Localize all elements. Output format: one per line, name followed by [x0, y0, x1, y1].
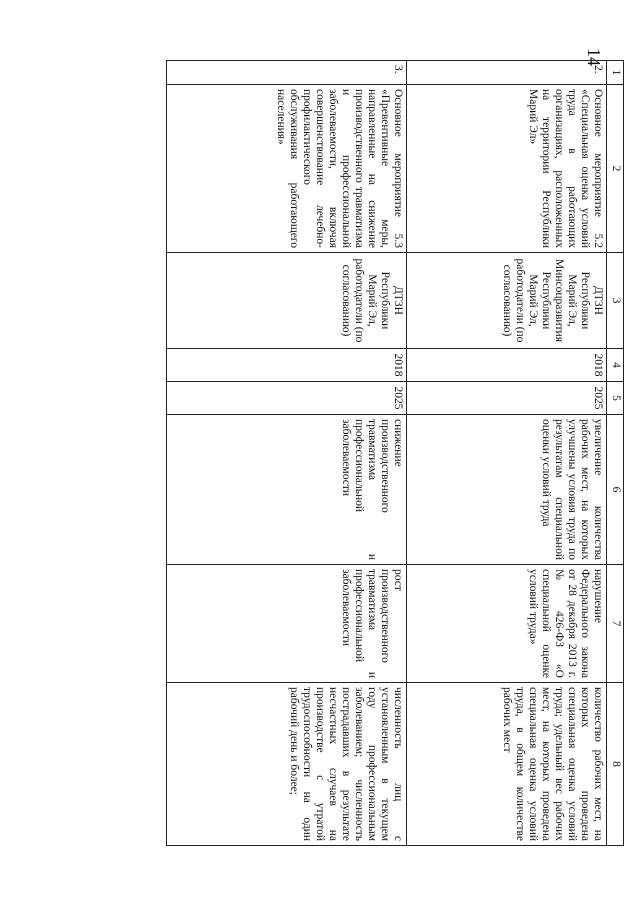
measures-table — [166, 60, 624, 846]
row-number: 2. — [407, 61, 607, 85]
result-cell: увеличение количества рабочих мест, на которых улучшены условия труда по результатам специальной оценки условий труда — [407, 415, 607, 565]
column-header-7: 7 — [607, 565, 624, 683]
column-header-1: 1 — [607, 61, 624, 85]
end-year-cell: 2025 — [167, 382, 407, 415]
table-row — [167, 61, 407, 846]
end-year-cell: 2025 — [407, 382, 607, 415]
row-number: 3. — [167, 61, 407, 85]
event-cell: Основное мероприятие 5.3 «Превентивные меры, направленные на снижение производственного травматизма и профессиональной заболеваемости, включая совершенствование лечебно-профилактического обслуживания работающего населения» — [167, 85, 407, 253]
column-header-4: 4 — [607, 349, 624, 382]
column-header-3: 3 — [607, 253, 624, 349]
indicator-cell: количество рабочих мест, на которых проведена специальная оценка условий труда; удельный вес рабочих мест, на которых проведена специальная оценка условий труда, в общем количестве рабочих мест — [407, 683, 607, 846]
indicator-cell: численность лиц с установленным в текущем году профессиональным заболеванием; численность пострадавших в результате несчастных случаев на производстве с утратой трудоспособности на один рабочий день и более; — [167, 683, 407, 846]
executors-cell: ДТЗН Республики Марий Эл, работодатели (по согласованию) — [167, 253, 407, 349]
consequence-cell: нарушение Федерального закона от 28 декабря 2013 г. № 426-ФЗ «О специальной оценке условий труда» — [407, 565, 607, 683]
rotated-table-container — [124, 60, 624, 845]
column-header-5: 5 — [607, 382, 624, 415]
start-year-cell: 2018 — [167, 349, 407, 382]
page-number: 14 — [584, 48, 604, 66]
executors-cell: ДТЗН Республики Марий Эл, Минсоцразвития Республики Марий Эл, работодатели (по согласованию) — [407, 253, 607, 349]
column-header-2: 2 — [607, 85, 624, 253]
table-row — [407, 61, 607, 846]
column-header-8: 8 — [607, 683, 624, 846]
event-cell: Основное мероприятие 5.2 «Специальная оценка условий труда в работающих организациях, расположенных на территории Республики Марий Эл» — [407, 85, 607, 253]
column-header-6: 6 — [607, 415, 624, 565]
start-year-cell: 2018 — [407, 349, 607, 382]
header-row — [607, 61, 624, 846]
consequence-cell: рост производственного травматизма и профессиональной заболеваемости — [167, 565, 407, 683]
result-cell: снижение производственного травматизма и профессиональной заболеваемости — [167, 415, 407, 565]
